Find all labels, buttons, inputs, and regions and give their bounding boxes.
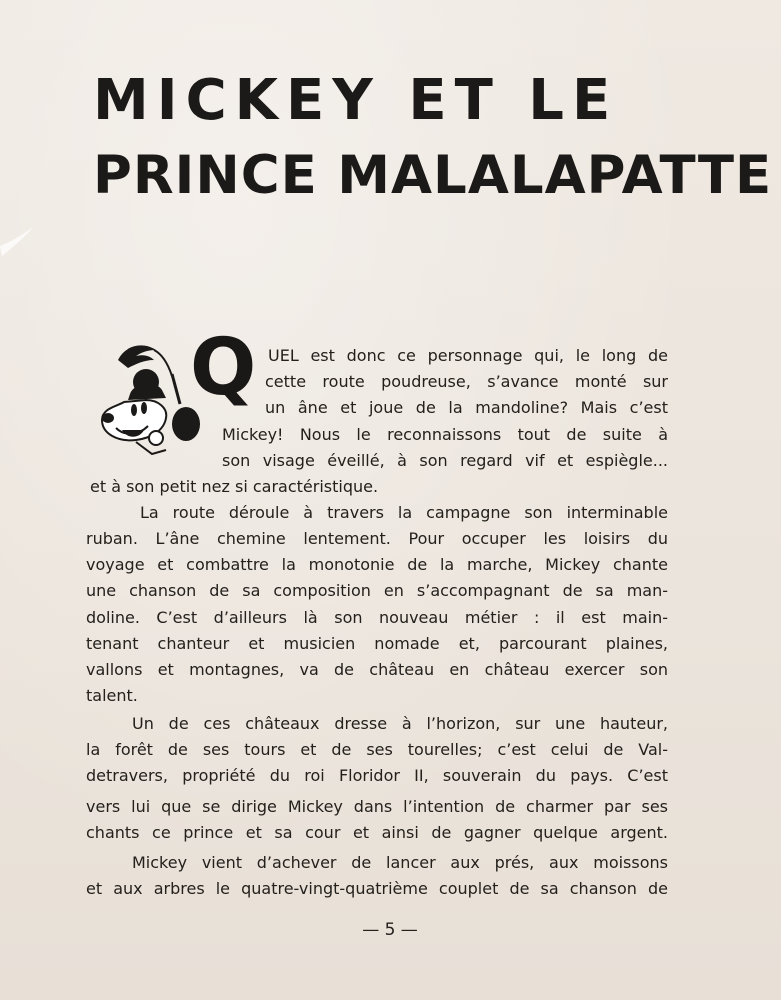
title-line-1: MICKEY ET LE — [93, 68, 619, 133]
paragraph-1-line-4: Mickey! Nous le reconnaissons tout de suite à — [222, 425, 668, 444]
page-number: — 5 — — [362, 920, 418, 940]
paragraph-1-line-5: son visage éveillé, à son regard vif et espiègle... — [222, 451, 668, 470]
page-edge-tear — [0, 214, 40, 264]
paragraph-3-line-2: la forêt de ses tours et de ses tourelles; c’est celui de Val- — [86, 740, 668, 759]
paragraph-1-line-1: UEL est donc ce personnage qui, le long de — [268, 346, 668, 365]
paragraph-2-line-8: talent. — [86, 686, 138, 705]
paragraph-2-line-3: voyage et combattre la monotonie de la marche, Mickey chante — [86, 555, 668, 574]
paragraph-3-line-5: chants ce prince et sa cour et ainsi de gagner quelque argent. — [86, 823, 668, 842]
paragraph-2-line-2: ruban. L’âne chemine lentement. Pour occuper les loisirs du — [86, 529, 668, 548]
title-line-2: PRINCE MALALAPATTE — [93, 145, 773, 206]
paragraph-3-line-4: vers lui que se dirige Mickey dans l’intention de charmer par ses — [86, 797, 668, 816]
paragraph-1-line-3: un âne et joue de la mandoline? Mais c’est — [265, 398, 668, 417]
paragraph-4-line-1: Mickey vient d’achever de lancer aux prés, aux moissons — [132, 853, 668, 872]
paragraph-1-line-6: et à son petit nez si caractéristique. — [90, 477, 379, 496]
paragraph-4-line-2: et aux arbres le quatre-vingt-quatrième couplet de sa chanson de — [86, 879, 668, 898]
paragraph-3-line-1: Un de ces châteaux dresse à l’horizon, sur une hauteur, — [132, 714, 668, 733]
drop-cap-letter: Q — [190, 323, 257, 413]
paragraph-2-line-4: une chanson de sa composition en s’accompagnant de sa man- — [86, 581, 668, 600]
paragraph-3-line-3: detravers, propriété du roi Floridor II, souverain du pays. C’est — [86, 766, 668, 785]
paragraph-2-line-5: doline. C’est d’ailleurs là son nouveau métier : il est main- — [86, 608, 668, 627]
paragraph-2-line-1: La route déroule à travers la campagne son interminable — [140, 503, 668, 522]
paragraph-1-line-2: cette route poudreuse, s’avance monté sur — [265, 372, 668, 391]
paragraph-2-line-7: vallons et montagnes, va de château en château exercer son — [86, 660, 668, 679]
paragraph-2-line-6: tenant chanteur et musicien nomade et, parcourant plaines, — [86, 634, 668, 653]
